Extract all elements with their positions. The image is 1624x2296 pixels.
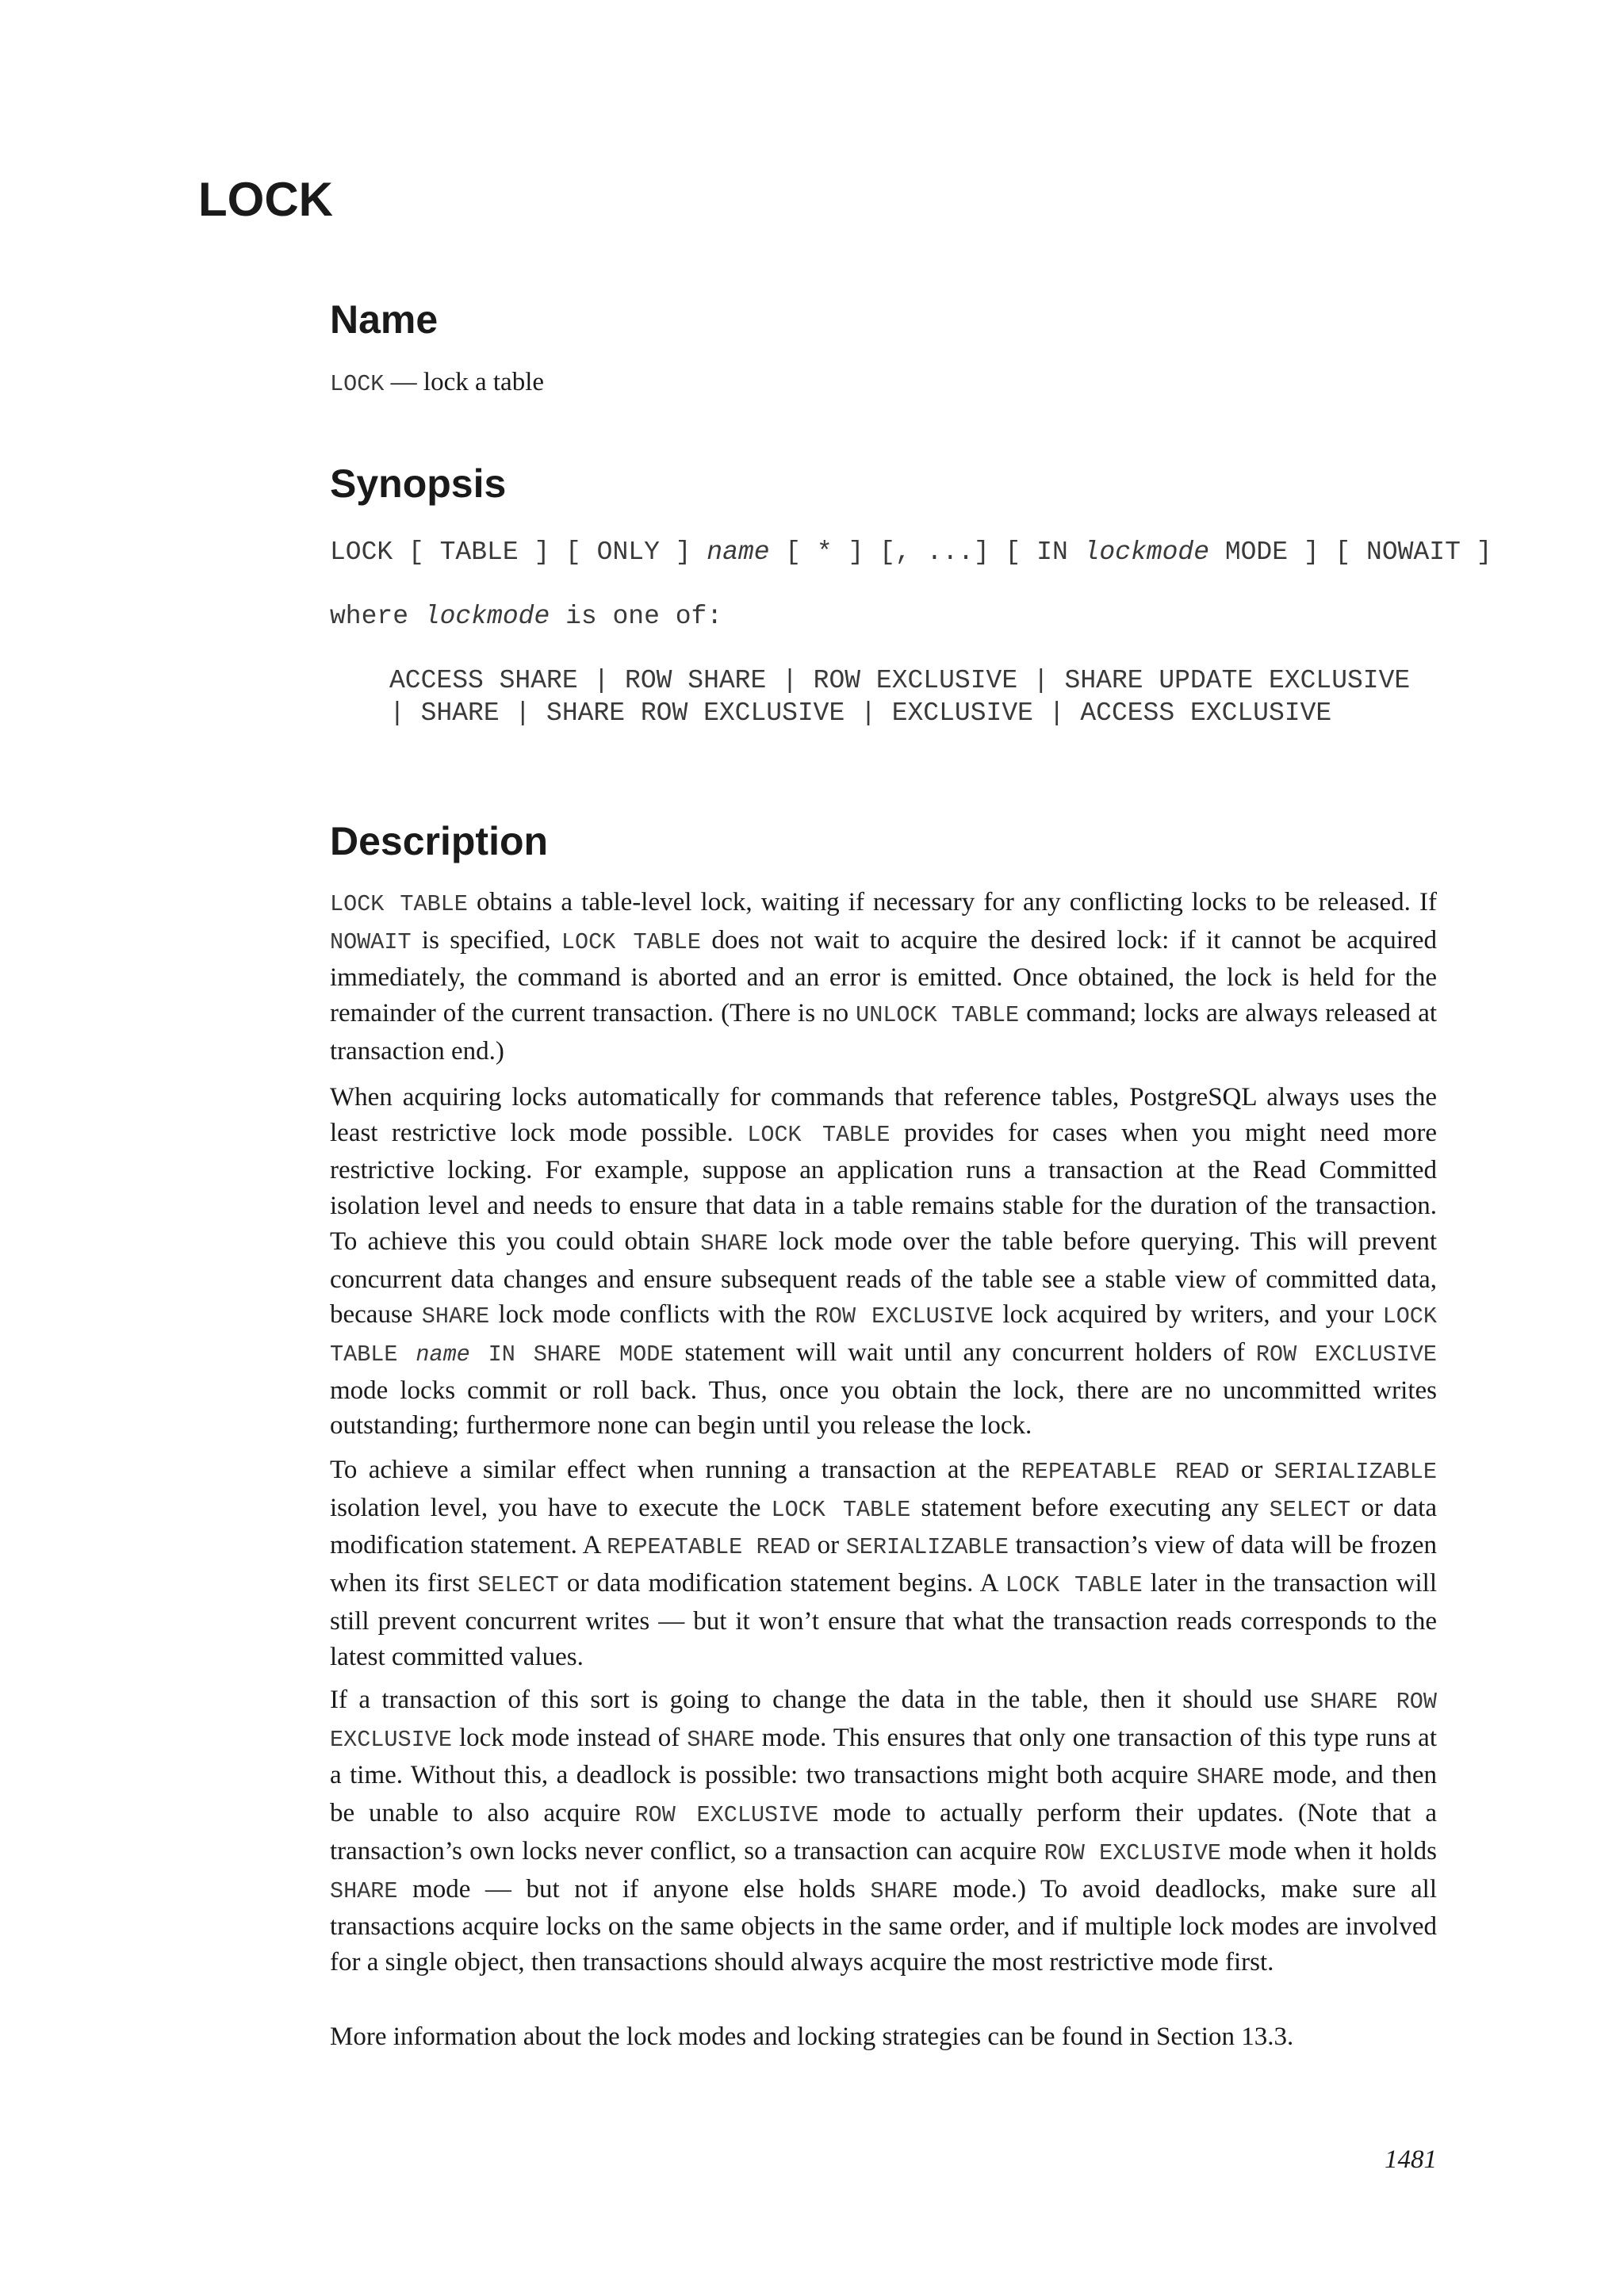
inline-code: SHARE xyxy=(1197,1764,1265,1791)
description-heading: Description xyxy=(330,819,549,863)
inline-code: SHARE xyxy=(421,1303,490,1330)
description-paragraph-2 xyxy=(330,1080,1437,1444)
description-paragraph-1 xyxy=(330,885,1437,1070)
name-dash: — xyxy=(384,368,423,396)
paragraph-text: is specified, xyxy=(411,925,561,955)
synopsis-lockmode-param: lockmode xyxy=(1083,538,1210,567)
command-summary: lock a table xyxy=(423,368,545,396)
inline-code: ROW EXCLUSIVE xyxy=(1255,1341,1437,1368)
inline-code: NOWAIT xyxy=(330,928,412,955)
inline-code: LOCK TABLE xyxy=(330,891,468,917)
paragraph-text: mode when it holds xyxy=(1221,1836,1437,1866)
inline-code: LOCK TABLE xyxy=(1005,1572,1143,1599)
paragraph-text: or xyxy=(810,1531,846,1560)
paragraph-text: When acquiring locks automatically for commands that reference tables, PostgreSQL always uses the least restrictive lock mode possible. xyxy=(330,1083,1437,1147)
paragraph-text: does not wait to acquire the desired lock: if it cannot be acquired immediately, the command is aborted and an error is emitted. Once obtained, the lock is held for the remainder of the current transaction. (There is no xyxy=(330,925,1438,1028)
paragraph-text: mode — but not if anyone else holds xyxy=(397,1874,871,1904)
inline-code: REPEATABLE READ xyxy=(1021,1459,1230,1485)
inline-code: SERIALIZABLE xyxy=(1274,1459,1438,1485)
paragraph-text: mode.) To avoid deadlocks, make sure all transactions acquire locks on the same objects in the same order, and if multiple lock modes are involved for a single object, then transactions should always acquire the most restrictive mode first. xyxy=(330,1874,1437,1976)
inline-code: REPEATABLE READ xyxy=(607,1534,811,1561)
paragraph-text: or xyxy=(1229,1456,1274,1484)
synopsis-line xyxy=(330,534,1492,570)
paragraph-text: lock mode conflicts with the xyxy=(489,1300,815,1330)
paragraph-text: or data modification statement begins. A xyxy=(558,1569,1005,1598)
inline-code: LOCK TABLE xyxy=(330,1303,1438,1368)
paragraph-text: lock acquired by writers, and your xyxy=(994,1300,1383,1330)
inline-code: IN SHARE MODE xyxy=(469,1341,674,1368)
paragraph-text: mode, and then be unable to also acquire xyxy=(330,1761,1437,1828)
inline-code: SHARE xyxy=(700,1230,768,1257)
paragraph-text: lock mode instead of xyxy=(451,1723,688,1752)
inline-code: SELECT xyxy=(477,1572,559,1599)
paragraph-text: mode. This ensures that only one transaction of this type runs at a time. Without this, a deadlock is possible: two transactions might both acquire xyxy=(330,1723,1437,1790)
inline-code: LOCK TABLE xyxy=(747,1121,891,1148)
paragraph-text: command; locks are always released at transaction end.) xyxy=(330,999,1438,1066)
description-paragraph-5: More information about the lock modes and locking strategies can be found in Section 13.3. xyxy=(330,2022,1294,2051)
synopsis-text: LOCK [ TABLE ] [ ONLY ] xyxy=(330,538,707,567)
paragraph-text: To achieve a similar effect when running a transaction at the xyxy=(330,1456,1021,1484)
lockmodes-line-2: | SHARE | SHARE ROW EXCLUSIVE | EXCLUSIVE | ACCESS EXCLUSIVE xyxy=(389,698,1332,728)
name-line xyxy=(330,365,544,402)
inline-code: UNLOCK TABLE xyxy=(856,1002,1020,1029)
lockmodes-line-1: ACCESS SHARE | ROW SHARE | ROW EXCLUSIVE | SHARE UPDATE EXCLUSIVE xyxy=(389,666,1411,695)
paragraph-text: statement before executing any xyxy=(910,1493,1270,1522)
description-paragraph-3 xyxy=(330,1452,1437,1674)
inline-code: SELECT xyxy=(1269,1496,1351,1523)
synopsis-text: is one of: xyxy=(550,602,723,631)
paragraph-text: transaction’s view of data will be frozen when its first xyxy=(330,1531,1437,1598)
inline-code: ROW EXCLUSIVE xyxy=(814,1303,994,1330)
paragraph-text: lock mode over the table before querying. This will prevent concurrent data changes and ensure subsequent reads of the table see a stable view of committed data, because xyxy=(330,1226,1438,1330)
inline-code: LOCK TABLE xyxy=(771,1496,911,1523)
inline-code: SHARE xyxy=(330,1877,398,1904)
inline-code: SERIALIZABLE xyxy=(845,1534,1009,1561)
paragraph-text: later in the transaction will still prevent concurrent writes — but it won’t ensure that what the transaction reads corresponds to the latest committed values. xyxy=(330,1569,1438,1671)
inline-code: SHARE xyxy=(687,1726,755,1753)
synopsis-heading: Synopsis xyxy=(330,461,507,506)
name-heading: Name xyxy=(330,297,439,342)
paragraph-text: mode to actually perform their updates. (Note that a transaction’s own locks never conflict, so a transaction can acquire xyxy=(330,1799,1437,1866)
synopsis-text: where xyxy=(330,602,424,631)
paragraph-text: statement will wait until any concurrent holders of xyxy=(673,1337,1256,1367)
inline-code: LOCK TABLE xyxy=(561,928,702,955)
synopsis-name-param: name xyxy=(707,538,770,567)
paragraph-text: If a transaction of this sort is going to change the data in the table, then it should use xyxy=(330,1686,1310,1714)
inline-code-param: name xyxy=(416,1341,470,1368)
command-name: LOCK xyxy=(330,371,385,397)
paragraph-text: isolation level, you have to execute the xyxy=(330,1493,772,1522)
synopsis-text: [ * ] [, ...] [ IN xyxy=(769,538,1084,567)
description-paragraph-4 xyxy=(330,1682,1437,1980)
synopsis-where-line xyxy=(330,599,722,634)
paragraph-text: mode locks commit or roll back. Thus, once you obtain the lock, there are no uncommitted writes outstanding; furthermore none can begin until you release the lock. xyxy=(330,1376,1437,1441)
paragraph-text: obtains a table-level lock, waiting if necessary for any conflicting locks to be released. If xyxy=(467,888,1437,916)
inline-code: ROW EXCLUSIVE xyxy=(634,1802,819,1829)
page-title: LOCK xyxy=(198,173,333,226)
page-number: 1481 xyxy=(1385,2145,1437,2174)
synopsis-text: MODE ] [ NOWAIT ] xyxy=(1209,538,1492,567)
inline-code: SHARE ROW EXCLUSIVE xyxy=(330,1689,1438,1753)
inline-code: SHARE xyxy=(870,1877,938,1904)
paragraph-text: or data modification statement. A xyxy=(330,1493,1438,1560)
synopsis-lockmode-param: lockmode xyxy=(423,602,550,631)
inline-code: ROW EXCLUSIVE xyxy=(1044,1839,1222,1866)
paragraph-text: provides for cases when you might need more restrictive locking. For example, suppose an application runs a transaction at the Read Committed isolation level and needs to ensure that data in a table remains stable for the duration of the transaction. To achieve this you could obtain xyxy=(330,1118,1437,1256)
